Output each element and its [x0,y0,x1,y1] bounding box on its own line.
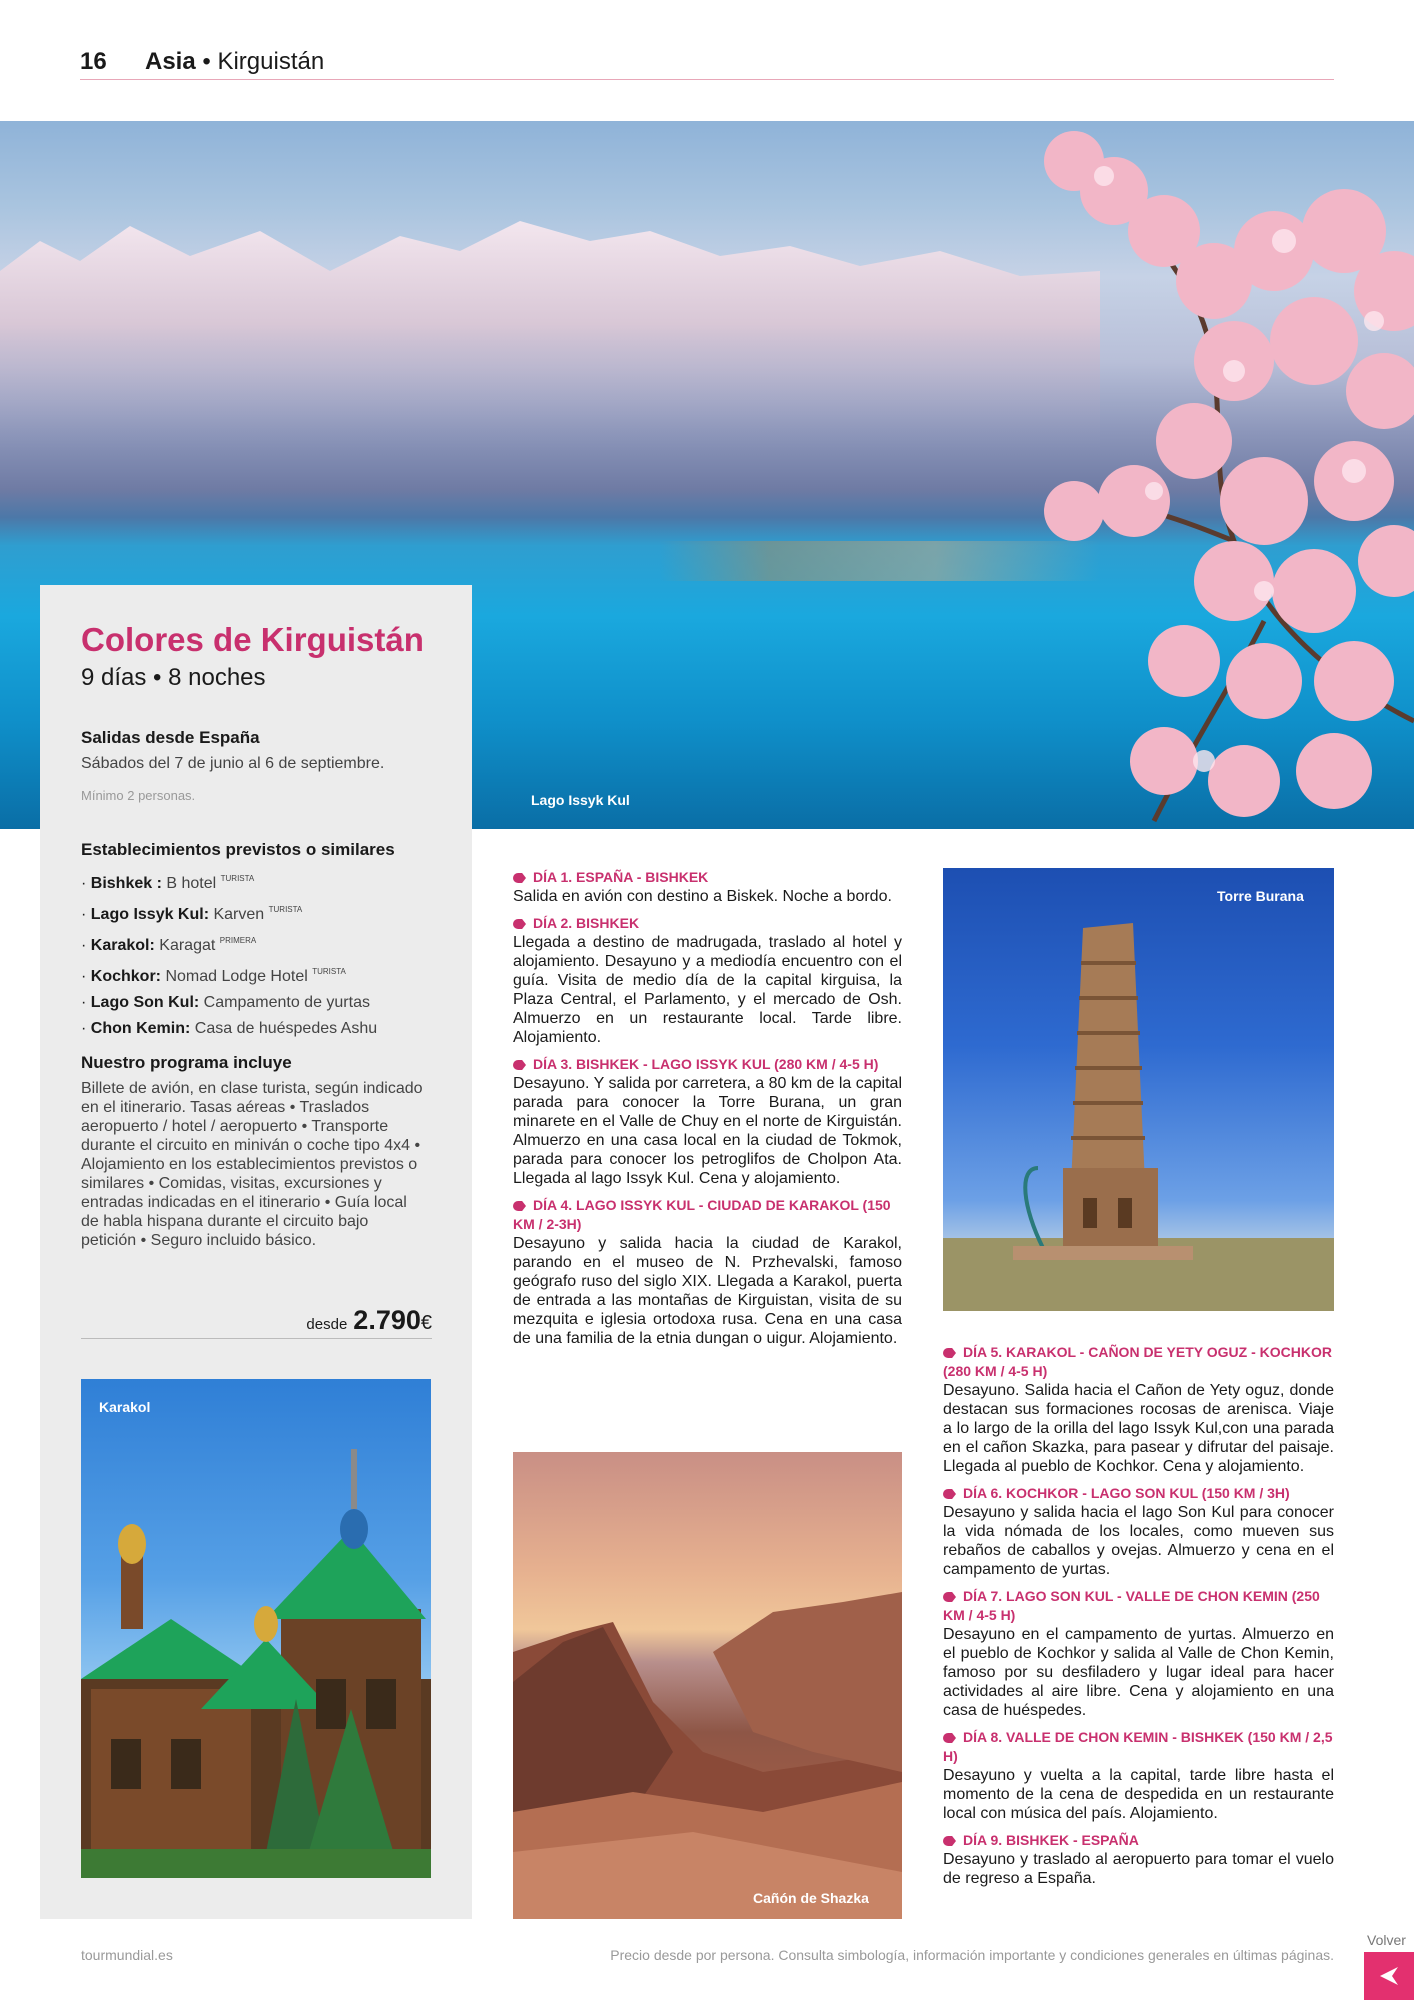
back-label: Volver [1367,1932,1406,1948]
departures-heading: Salidas desde España [81,728,260,747]
page-header [80,46,1334,80]
hotel-name: Campamento de yurtas [203,994,370,1011]
photo-caption-karakol: Karakol [99,1399,151,1415]
hotels-list [81,866,461,1042]
day-item [943,1343,1334,1476]
day-item [943,1831,1334,1888]
day-item [513,1055,902,1188]
hotel-item: · Kochkor: Nomad Lodge Hotel $^{TURISTA}$ [81,967,346,985]
day-marker-icon [513,919,526,929]
itinerary-column-1 [513,868,902,1356]
hotel-category: TURISTA [268,905,303,914]
country-label: Kirguistán [217,48,325,75]
program-text: Billete de avión, en clase turista, según indicado en el itinerario. Tasas aéreas • Traslados aeropuerto / hotel / aeropuerto • Transporte durante el circuito en miniván o coche tipo 4x4 • Alojamiento en los establecimientos previstos o similares • Comidas, visitas, excursiones y entradas indicadas en el itinerario • Guía local de habla hispana durante el circuito bajo petición • Seguro incluido básico. [81,1080,423,1249]
day-marker-icon [943,1836,956,1846]
page-number: 16 [80,48,107,75]
day-text: Llegada a destino de madrugada, traslado al hotel y alojamiento. Desayuno y a mediodía encuentro con el guía. Visita de medio día de la capital kirguisa, la Plaza Central, el Parlamento, y el mercado de Osh. Almuerzo en un restaurante local. Tarde libre. Alojamiento. [513,934,902,1046]
photo-karakol [81,1379,431,1878]
day-title: DÍA 9. BISHKEK - ESPAÑA [963,1832,1139,1848]
hotel-name: Karagat [159,937,216,954]
hotel-city: Lago Son Kul: [90,994,200,1011]
hotel-item: · Karakol: Karagat $^{PRIMERA}$ [81,936,257,954]
separator: • [195,48,218,75]
day-marker-icon [513,873,526,883]
price-from-label: desde [306,1316,348,1333]
day-item [513,868,902,906]
day-text: Desayuno en el campamento de yurtas. Almuerzo en el pueblo de Kochkor y salida al Valle de Chon Kemin, famoso por su desfiladero y lugar ideal para hacer actividades al aire libre. Cena y alojamiento en una casa de huéspedes. [943,1626,1334,1719]
day-item [943,1728,1334,1823]
footer-site-link[interactable]: tourmundial.es [81,1947,173,1963]
day-marker-icon [513,1201,526,1211]
hotel-category: TURISTA [220,874,255,883]
day-marker-icon [943,1489,956,1499]
hotel-item: · Lago Issyk Kul: Karven $^{TURISTA}$ [81,905,303,923]
back-button[interactable] [1364,1952,1414,2000]
day-item [943,1484,1334,1579]
day-item [943,1587,1334,1720]
day-text: Desayuno. Salida hacia el Cañon de Yety oguz, donde destacan sus formaciones rocosas de arenisca. Viaje a lo largo de la orilla del lago Issyk Kul,con una parada en el cañon Skazka, para pasear y difrutar del paisaje. Llegada al pueblo de Kochkor. Cena y alojamiento. [943,1382,1334,1475]
hotel-city: Bishkek : [90,875,162,892]
hotel-city: Chon Kemin: [90,1020,191,1037]
day-text: Desayuno y traslado al aeropuerto para tomar el vuelo de regreso a España. [943,1851,1334,1887]
minimum-persons: Mínimo 2 personas. [81,788,196,803]
hotel-item: · Lago Son Kul: Campamento de yurtas [81,994,370,1011]
hotel-name: B hotel [166,875,217,892]
hotel-name: Nomad Lodge Hotel [165,968,308,985]
day-item [513,1196,902,1348]
day-marker-icon [943,1592,956,1602]
day-text: Desayuno y salida hacia la ciudad de Karakol, parando en el museo de N. Przhevalski, famoso geógrafo ruso del siglo XIX. Llegada a Karakol, puerta de entrada a las montañas de Kirguistan, visita de su mezquita e iglesia ortodoxa rusa. Cena en una casa de una familia de la etnia dungan o uigur. Alojamiento. [513,1235,902,1347]
day-title: DÍA 2. BISHKEK [533,915,640,931]
day-text: Desayuno y salida hacia el lago Son Kul para conocer la vida nómada de los locales, como mueven sus rebaños de caballos y ovejas. Almuerzo y cena en el campamento de yurtas. [943,1504,1334,1578]
continent-label: Asia [145,48,196,75]
photo-caption-burana: Torre Burana [1217,888,1304,904]
photo-canon-shazka [513,1452,902,1919]
hotel-city: Kochkor: [90,968,162,985]
photo-torre-burana [943,868,1334,1311]
hotel-category: PRIMERA [219,936,257,945]
day-text: Desayuno y vuelta a la capital, tarde libre hasta el momento de la cena de despedida en un restaurante local con música del país. Alojamiento. [943,1767,1334,1822]
hotel-city: Lago Issyk Kul: [90,906,210,923]
price-amount: 2.790 [353,1305,421,1335]
day-title: DÍA 4. LAGO ISSYK KUL - CIUDAD DE KARAKOL (150 KM / 2-3H) [513,1197,891,1232]
departures-text: Sábados del 7 de junio al 6 de septiembre. [81,755,385,772]
itinerary-column-2 [943,1343,1334,1896]
day-marker-icon [943,1733,956,1743]
day-item [513,914,902,1047]
hotel-name: Karven [213,906,265,923]
back-arrow-icon [1378,1965,1400,1987]
hotel-category: TURISTA [312,967,346,976]
day-title: DÍA 3. BISHKEK - LAGO ISSYK KUL (280 KM / 4-5 H) [533,1056,879,1072]
day-marker-icon [513,1060,526,1070]
tour-title: Colores de Kirguistán [81,621,424,658]
hero-caption: Lago Issyk Kul [531,792,630,808]
day-text: Desayuno. Y salida por carretera, a 80 km de la capital parada para conocer la Torre Burana, un gran minarete en el Valle de Chuy en el norte de Kirguistán. Almuerzo en una casa local en la ciudad de Tokmok, parada para conocer los petroglifos de Cholpon Ata. Llegada al lago Issyk Kul. Cena y alojamiento. [513,1075,902,1187]
day-title: DÍA 8. VALLE DE CHON KEMIN - BISHKEK (150 KM / 2,5 H) [943,1729,1333,1764]
hotels-heading: Establecimientos previstos o similares [81,840,395,859]
hotel-item: · Chon Kemin: Casa de huéspedes Ashu [81,1020,378,1037]
cherry-blossom-branch [934,121,1414,829]
price-block [81,1305,432,1339]
hotel-name: Casa de huéspedes Ashu [194,1020,378,1037]
tour-duration: 9 días • 8 noches [81,664,266,691]
day-text: Salida en avión con destino a Biskek. Noche a bordo. [513,888,892,905]
day-title: DÍA 5. KARAKOL - CAÑON DE YETY OGUZ - KOCHKOR (280 KM / 4-5 H) [943,1344,1332,1379]
church-illustration [81,1379,431,1878]
day-title: DÍA 6. KOCHKOR - LAGO SON KUL (150 KM / 3H) [963,1485,1290,1501]
hotel-item: · Bishkek : B hotel $^{TURISTA}$ [81,874,255,892]
photo-caption-shazka: Cañón de Shazka [753,1890,869,1906]
program-heading: Nuestro programa incluye [81,1053,292,1072]
day-title: DÍA 7. LAGO SON KUL - VALLE DE CHON KEMIN (250 KM / 4-5 H) [943,1588,1320,1623]
price-currency: € [420,1312,432,1334]
footer-note: Precio desde por persona. Consulta simbología, información importante y condiciones generales en últimas páginas. [610,1947,1334,1963]
canyon-illustration [513,1452,902,1919]
hotel-city: Karakol: [90,937,155,954]
day-marker-icon [943,1348,956,1358]
tower-illustration [943,868,1334,1311]
region-label [145,48,324,76]
day-title: DÍA 1. ESPAÑA - BISHKEK [533,869,709,885]
